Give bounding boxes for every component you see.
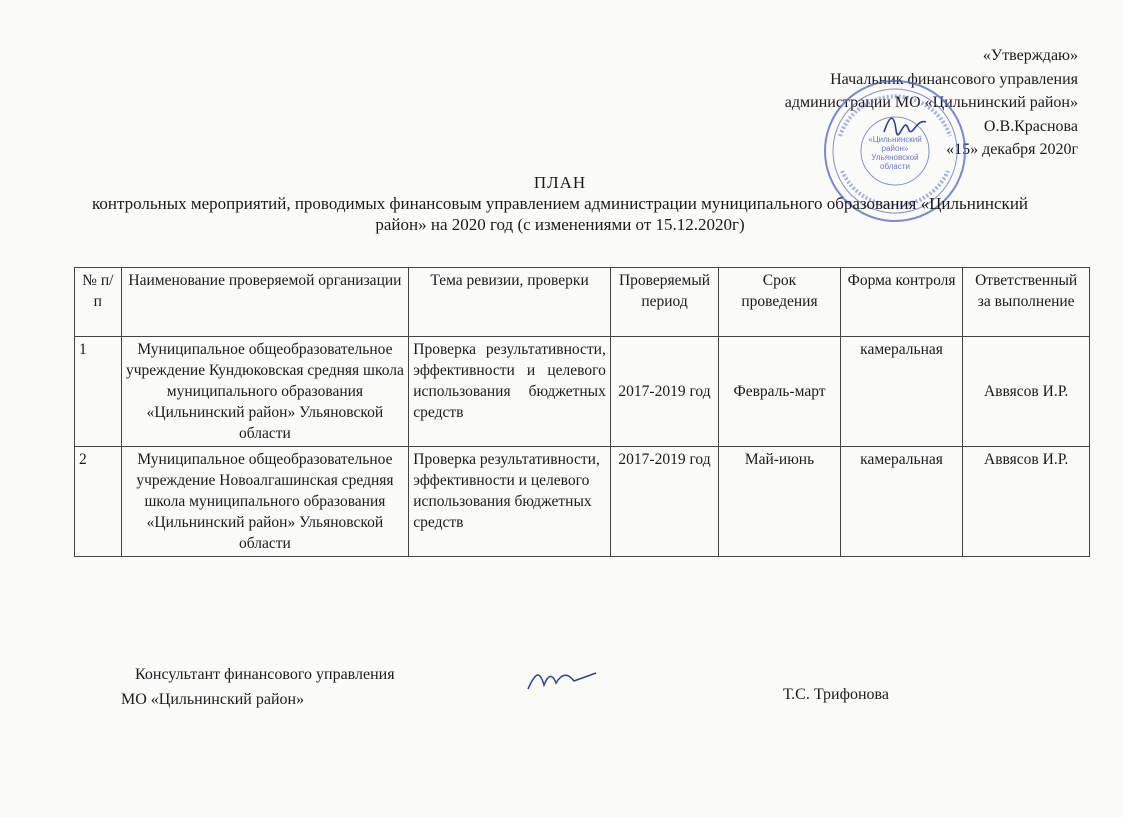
signature-icon [880,110,930,140]
approval-line: администрации МО «Цильнинский район» [784,94,1078,111]
header-period: Проверяемый период [610,268,718,337]
cell-term: Февраль-март [719,337,841,447]
cell-responsible: Аввясов И.Р. [963,447,1090,557]
header-responsible: Ответственный за выполнение [963,268,1090,337]
cell-responsible: Аввясов И.Р. [963,337,1090,447]
cell-topic: Проверка результативности, эффективности и целевого использования бюджетных средств [409,447,611,557]
cell-form: камеральная [840,447,963,557]
svg-text:район»: район» [881,144,909,153]
plan-table [74,267,1090,557]
cell-organization: Муниципальное общеобразовательное учреждение Новоалгашинская средняя школа муниципального образования «Цильнинский район» Ульяновской области [121,447,409,557]
header-form: Форма контроля [840,268,963,337]
cell-topic: Проверка результативности, эффективности и целевого использования бюджетных средств [409,337,611,447]
table-header-row [75,268,1090,337]
cell-period: 2017-2019 год [610,337,718,447]
signature-icon [522,665,602,695]
title-line-2: контрольных мероприятий, проводимых финансовым управлением администрации муниципального образования «Цильнинский [91,194,1029,213]
header-organization: Наименование проверяемой организации [121,268,409,337]
approval-line: О.В.Краснова [983,117,1078,135]
svg-text:Ульяновской: Ульяновской [871,153,919,162]
cell-num: 1 [75,337,122,447]
header-term: Срок проведения [719,268,841,337]
footer-position-line-2: МО «Цильнинский район» [121,691,305,708]
approval-line: Начальник финансового управления [830,70,1078,88]
header-num: № п/п [75,268,122,337]
cell-num: 2 [75,447,122,557]
footer-name: Т.С. Трифонова [783,686,889,703]
document-title [20,172,1100,235]
cell-term: Май-июнь [719,447,841,557]
footer-position-line-1: Консультант финансового управления [135,666,395,683]
title-line-3: район» на 2020 год (с изменениями от 15.12.2020г) [375,215,745,234]
cell-period: 2017-2019 год [610,447,718,557]
approval-line: «Утверждаю» [982,47,1078,64]
header-topic: Тема ревизии, проверки [409,268,611,337]
cell-organization: Муниципальное общеобразовательное учреждение Кундюковская средняя школа муниципального образования «Цильнинский район» Ульяновской области [121,337,409,447]
svg-text:«Цильнинский: «Цильнинский [868,135,922,144]
table-row [75,337,1090,447]
svg-text:области: области [880,162,910,171]
title-plan: ПЛАН [533,173,587,192]
table-row [75,447,1090,557]
cell-form: камеральная [840,337,963,447]
approval-line: «15» декабря 2020г [946,141,1078,158]
